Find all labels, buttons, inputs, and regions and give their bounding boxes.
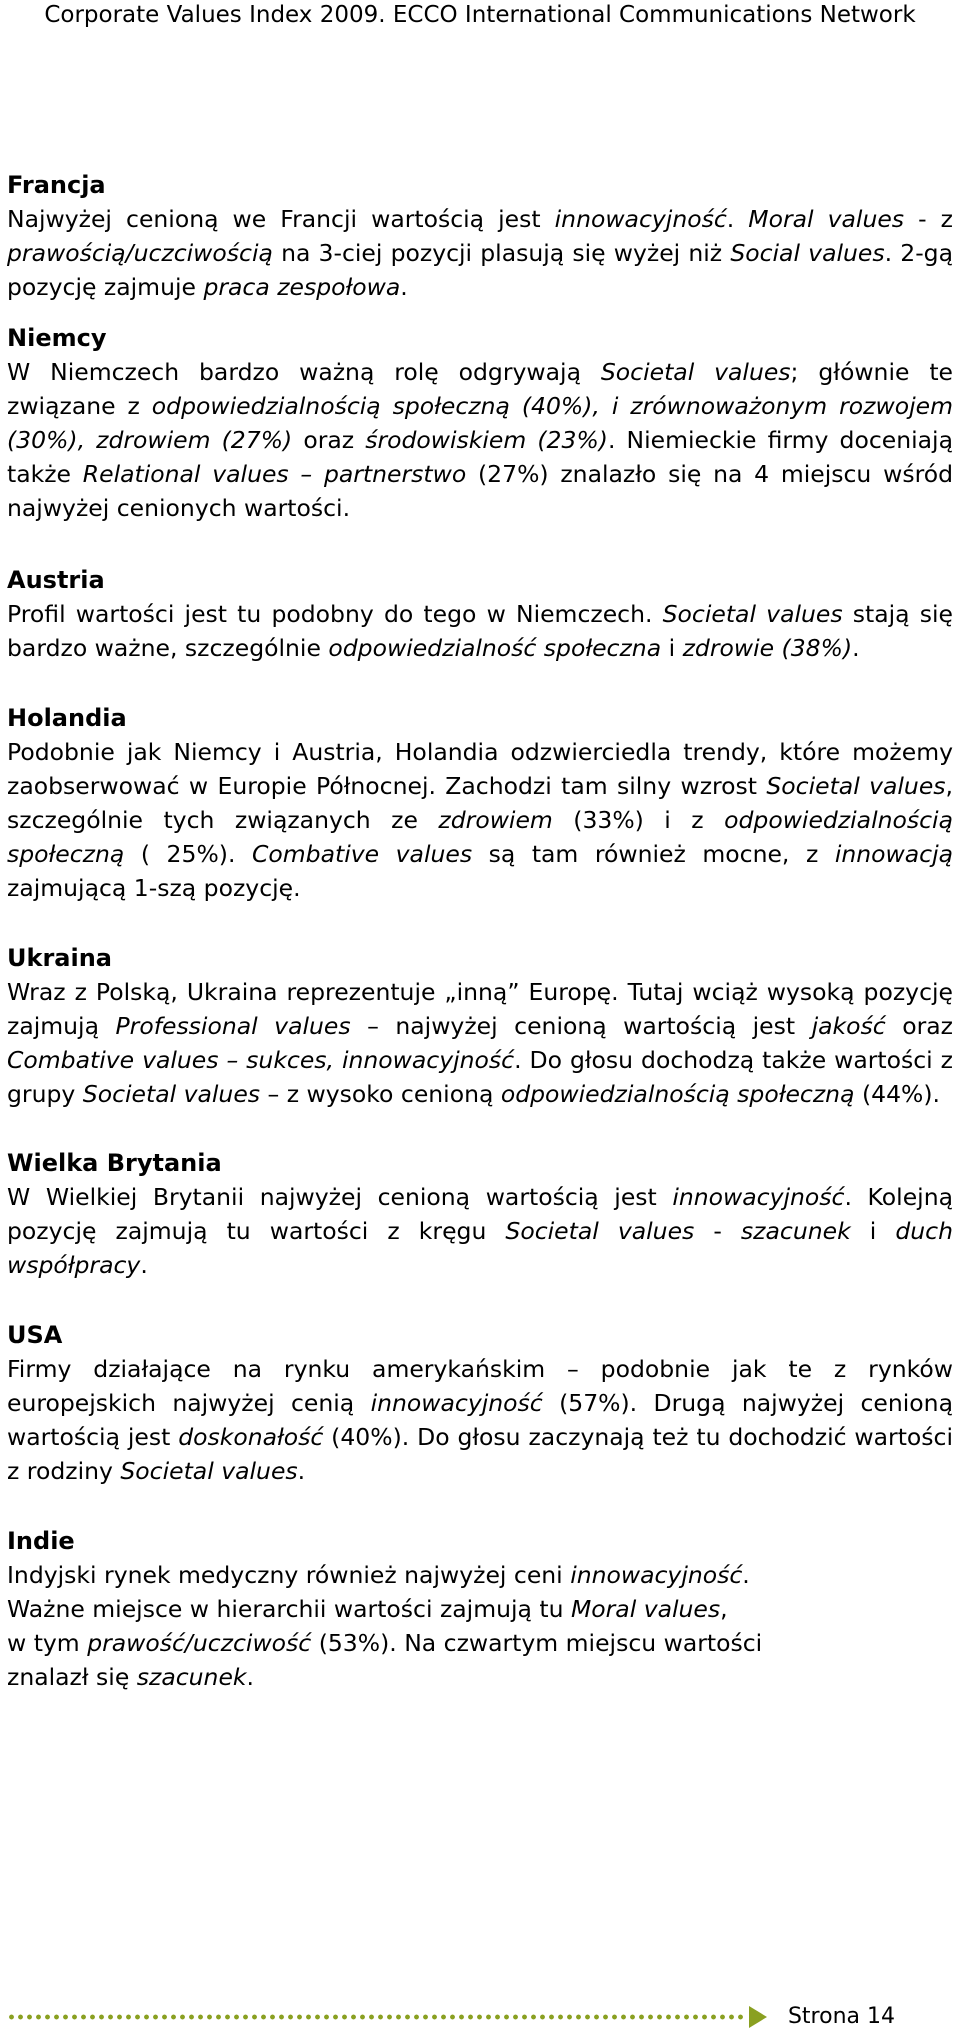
paragraph-ukraina: Wraz z Polską, Ukraina reprezentuje „inną” Europę. Tutaj wciąż wysoką pozycję zajmują Professional values – najwyżej cenioną wartością jest jakość oraz Combative values – sukces, innowacyjność. Do głosu dochodzą także wartości z grupy Societal values – z wysoko cenioną odpowiedzialnością społeczną (44%). [7, 978, 953, 1108]
section-austria [7, 563, 953, 665]
heading-francja: Francja [7, 171, 106, 199]
heading-usa: USA [7, 1321, 63, 1349]
section-ukraina [7, 941, 953, 1111]
arrow-right-icon [749, 2006, 767, 2028]
paragraph-usa: Firmy działające na rynku amerykańskim – podobnie jak te z rynków europejskich najwyżej cenią innowacyjność (57%). Drugą najwyżej cenioną wartością jest doskonałość (40%). Do głosu zaczynają też tu dochodzić wartości z rodziny Societal values. [7, 1355, 953, 1485]
page-footer [0, 2000, 960, 2033]
section-francja [7, 168, 953, 304]
section-holandia [7, 701, 953, 905]
heading-niemcy: Niemcy [7, 324, 107, 352]
heading-wielka-brytania: Wielka Brytania [7, 1149, 222, 1177]
paragraph-indie: Indyjski rynek medyczny również najwyżej ceni innowacyjność. Ważne miejsce w hierarchii wartości zajmują tu Moral values, w tym prawość/uczciwość (53%). Na czwartym miejscu wartości znalazł się szacunek. [7, 1561, 763, 1691]
paragraph-francja: Najwyżej cenioną we Francji wartością jest innowacyjność. Moral values - z prawością/uczciwością na 3-ciej pozycji plasują się wyżej niż Social values. 2-gą pozycję zajmuje praca zespołowa. [7, 205, 953, 301]
heading-ukraina: Ukraina [7, 944, 112, 972]
dotted-rule [7, 2014, 747, 2020]
section-wielka-brytania [7, 1146, 953, 1282]
section-indie [7, 1524, 953, 1694]
heading-austria: Austria [7, 566, 105, 594]
section-usa [7, 1318, 953, 1488]
paragraph-wielka-brytania: W Wielkiej Brytanii najwyżej cenioną wartością jest innowacyjność. Kolejną pozycję zajmują tu wartości z kręgu Societal values - szacunek i duch współpracy. [7, 1183, 954, 1279]
heading-indie: Indie [7, 1527, 75, 1555]
document-body [7, 168, 953, 1694]
page-number: Strona 14 [787, 2004, 895, 2029]
running-header: Corporate Values Index 2009. ECCO International Communications Network [44, 2, 916, 28]
paragraph-niemcy: W Niemczech bardzo ważną rolę odgrywają Societal values; głównie te związane z odpowiedzialnością społeczną (40%), i zrównoważonym rozwojem (30%), zdrowiem (27%) oraz środowiskiem (23%). Niemieckie firmy doceniają także Relational values – partnerstwo (27%) znalazło się na 4 miejscu wśród najwyżej cenionych wartości. [7, 358, 954, 522]
paragraph-holandia: Podobnie jak Niemcy i Austria, Holandia odzwierciedla trendy, które możemy zaobserwować w Europie Północnej. Zachodzi tam silny wzrost Societal values, szczególnie tych związanych ze zdrowiem (33%) i z odpowiedzialnością społeczną ( 25%). Combative values są tam również mocne, z innowacją zajmującą 1-szą pozycję. [7, 738, 954, 902]
section-niemcy [7, 321, 953, 525]
heading-holandia: Holandia [7, 704, 127, 732]
paragraph-austria: Profil wartości jest tu podobny do tego w Niemczech. Societal values stają się bardzo ważne, szczególnie odpowiedzialność społeczna i zdrowie (38%). [7, 600, 953, 662]
